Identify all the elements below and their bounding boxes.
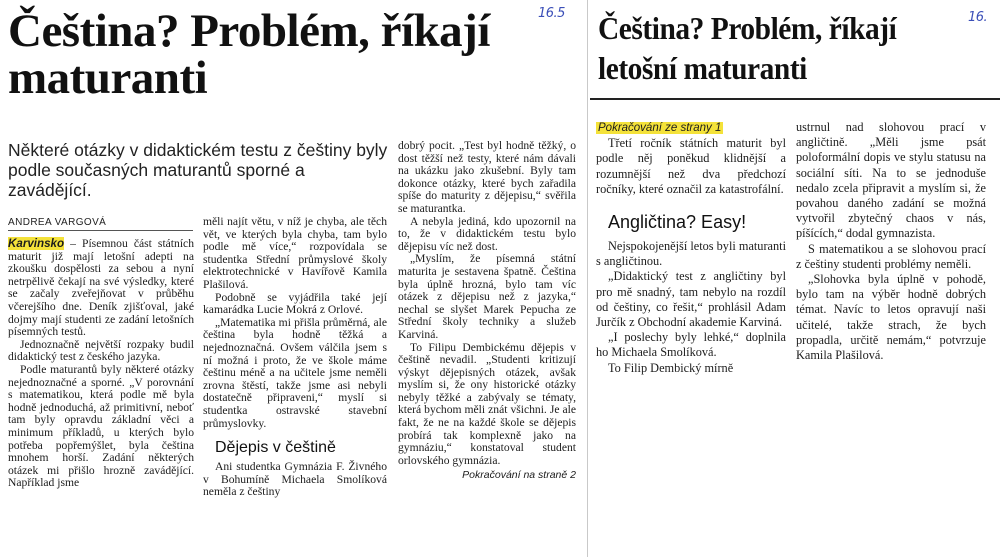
paragraph: To Filip Dembický mírně <box>608 360 734 375</box>
paragraph <box>8 238 194 339</box>
article-column-2 <box>796 120 986 363</box>
paragraph: Podle maturantů byly některé otázky nejednoznačné a sporné. „V porovnání s matematikou, která podle mě byla hodně jednoduchá, až primitivní, neboť tam byly opravdu základní věci a minimum příkladů, u kterých bylo potřeba popřemýšlet, byla čeština mnohem horší. Zadání některých otázek mi přišlo hrozně zavádějící. Například jsme <box>8 362 194 490</box>
continued-on-note: Pokračování na straně 2 <box>462 469 576 482</box>
headline-rule <box>590 98 1000 100</box>
subheading: Dějepis v češtině <box>215 439 336 457</box>
paragraph: dobrý pocit. „Test byl hodně těžký, o dost těžší než testy, které nám dávali na ukázku jako zkušební. Byly tam dokonce otázky, které bych zařadila spíše do maturity z dějepisu,“ svěřila se maturantka. <box>398 139 576 215</box>
paragraph: „Slohovka byla úplně v pohodě, bylo tam na výběr hodně dobrých témat. Navíc to letos opravují naši učitelé, takže strach, že bych propadla, určitě nemám,“ potvrzuje Kamila Plašilová. <box>796 272 986 363</box>
article-column-2 <box>203 216 387 499</box>
continued-from-note: Pokračování ze strany 1 <box>598 122 722 134</box>
paragraph: ustrnul nad slohovou prací v angličtině. „Měli jsme psát poloformální dopis ve stylu statusu na sociální síti. Na to se jednoduše nedalo zcela připravit a myslím si, že povahou daného zadání se možná vytvořil zbytečný chaos v nás, píšících,“ dodal gymnazista. <box>796 120 986 241</box>
paragraph: A nebyla jediná, kdo upozornil na to, že v didaktickém testu bylo dějepisu víc než dost. <box>398 214 576 253</box>
paragraph: „Myslím, že písemná státní maturita je sestavena špatně. Čeština byla úplně hrozná, bylo tam víc otázek z dějepisu než z jazyka,“ nechal se slyšet Marek Pepucha ze Střední školy techniky a služeb Karviná. <box>398 252 576 341</box>
paragraph: Podobně se vyjádřila také její kamarádka Lucie Mokrá z Orlové. <box>203 290 387 317</box>
paragraph: To Filipu Dembickému dějepis v češtině nevadil. „Studenti kritizují výskyt dějepisných otázek, avšak myslím si, že ony historické otázky nebyly těžké a zabývaly se tématy, která bychom měli znát všichni. Je ale fakt, že ne na každé škole se dějepis probírá tak komplexně jako na gymnáziu,“ konstatoval student orlovského gymnázia. <box>398 340 576 467</box>
byline: ANDREA VARGOVÁ <box>8 217 193 231</box>
headline: Čeština? Problém, říkají maturanti <box>8 5 490 104</box>
headline: Čeština? Problém, říkají letošní maturanti <box>598 10 897 86</box>
handwritten-date-note: 16. <box>968 10 988 25</box>
clipping-divider <box>587 0 588 557</box>
paragraph: Nejspokojenější letos byli maturanti s angličtinou. <box>596 239 786 269</box>
paragraph: Třetí ročník státních maturit byl podle něj poněkud klidnější a rozumnější než dva předchozí ročníky, které označil za katastrofální. <box>596 136 786 196</box>
paragraph-text: – Písemnou část státních maturit již mají letošní adepti na zkoušku dospělosti za sebou a nyní netrpělivě čekají na své výsledky, které se začaly zveřejňovat v průběhu včerejšího dne. Deník zjišťoval, jaké dojmy mají studenti ze zadání letošních písemných testů. <box>8 237 194 339</box>
article-column-1 <box>8 238 194 490</box>
subheading: Angličtina? Easy! <box>608 212 747 233</box>
right-newspaper-clipping <box>590 0 1000 557</box>
paragraph: měli najít větu, v níž je chyba, ale těch vět, ve kterých byla chyba, tam bylo podle mě více,“ rozpovídala se studentka Střední průmyslové školy elektrotechnické v Havířově Kamila Plašilová. <box>203 215 387 291</box>
paragraph: Ani studentka Gymnázia F. Živného v Bohumíně Michaela Smolíková neměla z češtiny <box>203 460 387 499</box>
paragraph: S matematikou a se slohovou prací z češtiny studenti problémy neměli. <box>796 241 986 271</box>
paragraph: „Matematika mi přišla průměrná, ale čeština byla hodně těžká a nejednoznačná. Ovšem válčila jsem s ní možná i proto, že ve škole máme češtinu méně a na učitele jsme neměli zrovna štěstí, takže jsme asi nebyli dostatečně připraveni,“ myslí si studentka ostravské stavební průmyslovky. <box>203 315 387 430</box>
paragraph: Jednoznačně největší rozpaky budil didaktický test z českého jazyka. <box>8 337 194 364</box>
article-column-3 <box>398 140 576 482</box>
article-deck: Některé otázky v didaktickém testu z češtiny byly podle současných maturantů sporné a zavádějící. <box>8 140 388 200</box>
paragraph: „I poslechy byly lehké,“ doplnila ho Michaela Smolíková. <box>596 330 786 360</box>
paragraph <box>596 120 786 136</box>
paragraph: „Didaktický test z angličtiny byl pro mě snadný, tam nebylo na rozdíl od češtiny, co řešit,“ prohlásil Adam Jurčík z Obchodní akademie Karviná. <box>596 269 786 330</box>
article-column-1 <box>596 120 786 376</box>
dateline-place: Karvinsko <box>8 237 65 250</box>
handwritten-date-note: 16.5 <box>538 6 565 21</box>
